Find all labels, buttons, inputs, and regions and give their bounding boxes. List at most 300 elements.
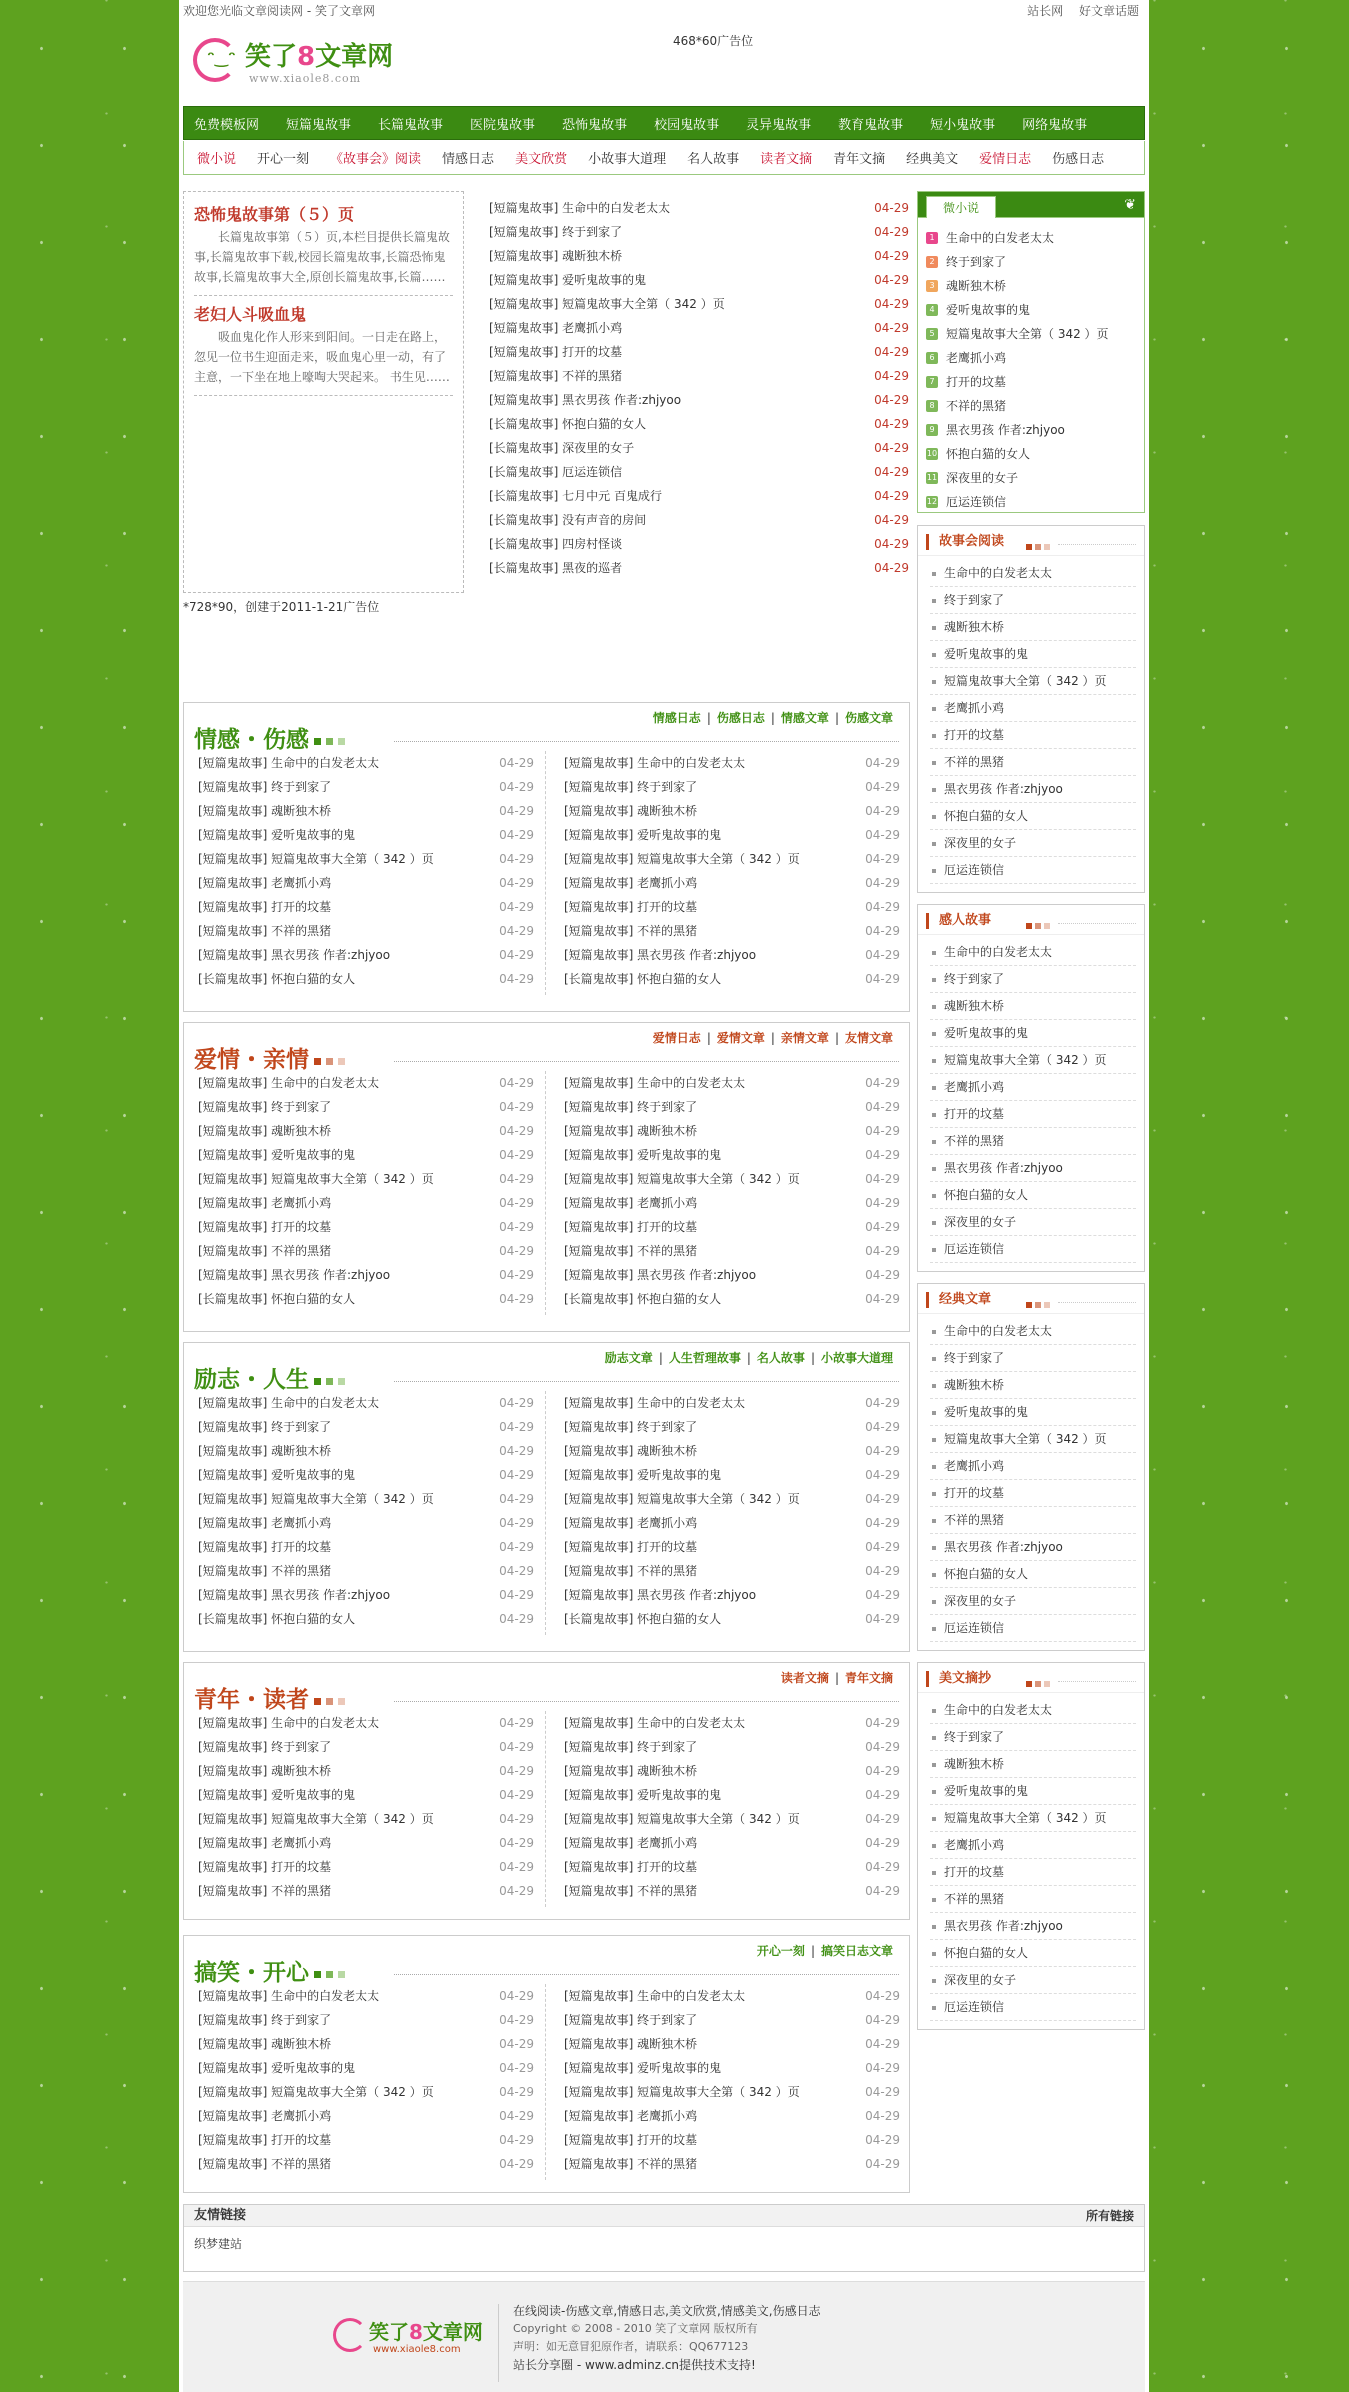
list-item-title[interactable]: [短篇鬼故事] 终于到家了 bbox=[564, 780, 698, 794]
list-item-title[interactable]: [短篇鬼故事] 终于到家了 bbox=[198, 2013, 332, 2027]
sub-nav-item[interactable]: 爱情日志 bbox=[979, 152, 1032, 167]
sidebar-item[interactable]: 终于到家了 bbox=[930, 1724, 1136, 1751]
sidebar-item[interactable]: 魂断独木桥 bbox=[930, 614, 1136, 641]
sidebar-item[interactable]: 黑衣男孩 作者:zhjyoo bbox=[930, 1534, 1136, 1561]
list-item[interactable] bbox=[564, 847, 900, 871]
list-item[interactable] bbox=[489, 292, 909, 316]
hot-item-title[interactable]: 短篇鬼故事大全第（ 342 ）页 bbox=[946, 327, 1109, 341]
sidebar-item[interactable]: 厄运连锁信 bbox=[930, 1615, 1136, 1642]
section-title-text[interactable]: 青年・读者 bbox=[194, 1686, 309, 1713]
list-item-title[interactable]: [长篇鬼故事] 怀抱白猫的女人 bbox=[564, 1292, 722, 1306]
list-item[interactable] bbox=[564, 1143, 900, 1167]
list-item[interactable] bbox=[564, 2008, 900, 2032]
list-item[interactable] bbox=[564, 967, 900, 991]
list-item-title[interactable]: [短篇鬼故事] 魂断独木桥 bbox=[564, 2037, 698, 2051]
list-item[interactable] bbox=[564, 799, 900, 823]
nav-item[interactable]: 教育鬼故事 bbox=[838, 117, 904, 133]
list-item[interactable] bbox=[198, 1239, 534, 1263]
list-item[interactable] bbox=[198, 1583, 534, 1607]
welcome-site-link[interactable]: 文章阅读网 bbox=[243, 4, 304, 18]
list-item-title[interactable]: [短篇鬼故事] 爱听鬼故事的鬼 bbox=[564, 2061, 722, 2075]
list-item[interactable] bbox=[564, 1984, 900, 2008]
sidebar-item[interactable]: 魂断独木桥 bbox=[930, 1372, 1136, 1399]
list-item-title[interactable]: [短篇鬼故事] 打开的坟墓 bbox=[564, 2133, 698, 2147]
list-item-title[interactable]: [短篇鬼故事] 打开的坟墓 bbox=[489, 345, 623, 359]
list-item-title[interactable]: [短篇鬼故事] 终于到家了 bbox=[198, 1100, 332, 1114]
sidebar-item[interactable]: 黑衣男孩 作者:zhjyoo bbox=[930, 776, 1136, 803]
sidebar-item[interactable]: 老鹰抓小鸡 bbox=[930, 1832, 1136, 1859]
list-item[interactable] bbox=[198, 2128, 534, 2152]
list-item-title[interactable]: [短篇鬼故事] 生命中的白发老太太 bbox=[198, 756, 380, 770]
list-item-title[interactable]: [短篇鬼故事] 黑衣男孩 作者:zhjyoo bbox=[489, 393, 682, 407]
tab-micro-novel[interactable]: 微小说 bbox=[926, 196, 996, 218]
sub-nav-item[interactable]: 美文欣赏 bbox=[515, 152, 568, 167]
list-item[interactable] bbox=[198, 1391, 534, 1415]
list-item-title[interactable]: [短篇鬼故事] 黑衣男孩 作者:zhjyoo bbox=[198, 948, 391, 962]
sub-nav-item[interactable]: 伤感日志 bbox=[1052, 152, 1105, 167]
list-item-title[interactable]: [短篇鬼故事] 短篇鬼故事大全第（ 342 ）页 bbox=[564, 1172, 800, 1186]
list-item[interactable] bbox=[198, 1143, 534, 1167]
site-logo[interactable] bbox=[193, 32, 413, 94]
list-item-title[interactable]: [短篇鬼故事] 不祥的黑猪 bbox=[198, 2157, 332, 2171]
list-item[interactable] bbox=[198, 1167, 534, 1191]
sidebar-item[interactable]: 短篇鬼故事大全第（ 342 ）页 bbox=[930, 668, 1136, 695]
list-item-title[interactable]: [短篇鬼故事] 生命中的白发老太太 bbox=[564, 1989, 746, 2003]
list-item-title[interactable]: [短篇鬼故事] 不祥的黑猪 bbox=[564, 1244, 698, 1258]
list-item-title[interactable]: [短篇鬼故事] 打开的坟墓 bbox=[198, 2133, 332, 2147]
list-item-title[interactable]: [短篇鬼故事] 短篇鬼故事大全第（ 342 ）页 bbox=[489, 297, 725, 311]
list-item[interactable] bbox=[198, 1759, 534, 1783]
sidebar-item[interactable]: 深夜里的女子 bbox=[930, 1588, 1136, 1615]
list-item[interactable] bbox=[198, 775, 534, 799]
hot-list-item[interactable] bbox=[926, 298, 1136, 322]
list-item[interactable] bbox=[564, 1783, 900, 1807]
list-item-title[interactable]: [短篇鬼故事] 生命中的白发老太太 bbox=[198, 1716, 380, 1730]
list-item-title[interactable]: [短篇鬼故事] 不祥的黑猪 bbox=[564, 2157, 698, 2171]
list-item[interactable] bbox=[198, 1783, 534, 1807]
list-item[interactable] bbox=[198, 1879, 534, 1903]
list-item-title[interactable]: [长篇鬼故事] 怀抱白猫的女人 bbox=[564, 1612, 722, 1626]
list-item-title[interactable]: [短篇鬼故事] 生命中的白发老太太 bbox=[489, 201, 671, 215]
list-item-title[interactable]: [短篇鬼故事] 不祥的黑猪 bbox=[198, 1564, 332, 1578]
list-item[interactable] bbox=[198, 1511, 534, 1535]
sub-nav-item[interactable]: 读者文摘 bbox=[760, 152, 813, 167]
sidebar-item[interactable]: 老鹰抓小鸡 bbox=[930, 695, 1136, 722]
list-item-title[interactable]: [短篇鬼故事] 老鹰抓小鸡 bbox=[564, 1196, 698, 1210]
nav-item[interactable]: 网络鬼故事 bbox=[1022, 117, 1088, 133]
list-item[interactable] bbox=[564, 1511, 900, 1535]
list-item-title[interactable]: [短篇鬼故事] 老鹰抓小鸡 bbox=[198, 876, 332, 890]
list-item[interactable] bbox=[489, 388, 909, 412]
list-item-title[interactable]: [短篇鬼故事] 短篇鬼故事大全第（ 342 ）页 bbox=[564, 2085, 800, 2099]
list-item-title[interactable]: [短篇鬼故事] 爱听鬼故事的鬼 bbox=[564, 1468, 722, 1482]
list-item-title[interactable]: [短篇鬼故事] 生命中的白发老太太 bbox=[564, 756, 746, 770]
list-item[interactable] bbox=[198, 1215, 534, 1239]
hot-list-item[interactable] bbox=[926, 490, 1136, 514]
list-item-title[interactable]: [短篇鬼故事] 打开的坟墓 bbox=[564, 1860, 698, 1874]
list-item[interactable] bbox=[489, 556, 909, 580]
list-item[interactable] bbox=[564, 2056, 900, 2080]
list-item[interactable] bbox=[489, 460, 909, 484]
hot-list-item[interactable] bbox=[926, 250, 1136, 274]
list-item[interactable] bbox=[198, 1415, 534, 1439]
list-item[interactable] bbox=[198, 1439, 534, 1463]
list-item[interactable] bbox=[489, 436, 909, 460]
nav-item[interactable]: 校园鬼故事 bbox=[654, 117, 720, 133]
hot-list-item[interactable] bbox=[926, 418, 1136, 442]
list-item[interactable] bbox=[198, 1855, 534, 1879]
sidebar-item[interactable]: 黑衣男孩 作者:zhjyoo bbox=[930, 1155, 1136, 1182]
hot-item-title[interactable]: 黑衣男孩 作者:zhjyoo bbox=[946, 423, 1065, 437]
list-item-title[interactable]: [短篇鬼故事] 短篇鬼故事大全第（ 342 ）页 bbox=[564, 1812, 800, 1826]
nav-item[interactable]: 灵异鬼故事 bbox=[746, 117, 812, 133]
list-item-title[interactable]: [短篇鬼故事] 爱听鬼故事的鬼 bbox=[564, 1788, 722, 1802]
list-item[interactable] bbox=[198, 2008, 534, 2032]
list-item[interactable] bbox=[198, 2080, 534, 2104]
list-item-title[interactable]: [短篇鬼故事] 爱听鬼故事的鬼 bbox=[198, 1788, 356, 1802]
section-link[interactable]: 励志文章 bbox=[604, 1351, 653, 1365]
list-item[interactable] bbox=[198, 1831, 534, 1855]
sidebar-item[interactable]: 打开的坟墓 bbox=[930, 1101, 1136, 1128]
list-item-title[interactable]: [短篇鬼故事] 生命中的白发老太太 bbox=[564, 1716, 746, 1730]
hot-item-title[interactable]: 生命中的白发老太太 bbox=[946, 231, 1055, 245]
section-link[interactable]: 伤感日志 bbox=[716, 711, 765, 725]
list-item[interactable] bbox=[489, 532, 909, 556]
list-item-title[interactable]: [短篇鬼故事] 不祥的黑猪 bbox=[564, 1884, 698, 1898]
list-item[interactable] bbox=[564, 871, 900, 895]
list-item-title[interactable]: [短篇鬼故事] 终于到家了 bbox=[198, 1420, 332, 1434]
sidebar-item[interactable]: 打开的坟墓 bbox=[930, 1480, 1136, 1507]
list-item[interactable] bbox=[489, 196, 909, 220]
list-item-title[interactable]: [短篇鬼故事] 不祥的黑猪 bbox=[564, 924, 698, 938]
featured-title-1[interactable]: 恐怖鬼故事第（５）页 bbox=[194, 205, 355, 224]
top-link-topic[interactable]: 好文章话题 bbox=[1078, 4, 1139, 18]
list-item-title[interactable]: [短篇鬼故事] 生命中的白发老太太 bbox=[564, 1076, 746, 1090]
list-item[interactable] bbox=[564, 1215, 900, 1239]
list-item-title[interactable]: [短篇鬼故事] 老鹰抓小鸡 bbox=[564, 1516, 698, 1530]
list-item-title[interactable]: [短篇鬼故事] 爱听鬼故事的鬼 bbox=[564, 1148, 722, 1162]
list-item[interactable] bbox=[198, 1607, 534, 1631]
list-item[interactable] bbox=[198, 1559, 534, 1583]
list-item-title[interactable]: [长篇鬼故事] 怀抱白猫的女人 bbox=[198, 1292, 356, 1306]
list-item-title[interactable]: [短篇鬼故事] 短篇鬼故事大全第（ 342 ）页 bbox=[198, 2085, 434, 2099]
list-item[interactable] bbox=[564, 1415, 900, 1439]
list-item-title[interactable]: [短篇鬼故事] 魂断独木桥 bbox=[564, 1764, 698, 1778]
list-item[interactable] bbox=[564, 1855, 900, 1879]
list-item-title[interactable]: [长篇鬼故事] 没有声音的房间 bbox=[489, 513, 647, 527]
sub-nav-item[interactable]: 《故事会》阅读 bbox=[330, 152, 422, 167]
list-item[interactable] bbox=[198, 823, 534, 847]
sidebar-item[interactable]: 不祥的黑猪 bbox=[930, 1507, 1136, 1534]
list-item-title[interactable]: [长篇鬼故事] 怀抱白猫的女人 bbox=[564, 972, 722, 986]
section-link[interactable]: 亲情文章 bbox=[780, 1031, 829, 1045]
sidebar-item[interactable]: 深夜里的女子 bbox=[930, 1209, 1136, 1236]
nav-item[interactable]: 医院鬼故事 bbox=[470, 117, 536, 133]
sidebar-item[interactable]: 短篇鬼故事大全第（ 342 ）页 bbox=[930, 1426, 1136, 1453]
list-item-title[interactable]: [长篇鬼故事] 怀抱白猫的女人 bbox=[198, 972, 356, 986]
list-item[interactable] bbox=[564, 1559, 900, 1583]
sidebar-item[interactable]: 终于到家了 bbox=[930, 966, 1136, 993]
sidebar-item[interactable]: 生命中的白发老太太 bbox=[930, 1697, 1136, 1724]
sub-nav-item[interactable]: 情感日志 bbox=[442, 152, 495, 167]
list-item[interactable] bbox=[198, 751, 534, 775]
sidebar-item[interactable]: 魂断独木桥 bbox=[930, 1751, 1136, 1778]
sidebar-box-title[interactable]: 美文摘抄 bbox=[926, 1671, 991, 1687]
sidebar-item[interactable]: 怀抱白猫的女人 bbox=[930, 803, 1136, 830]
sidebar-item[interactable]: 老鹰抓小鸡 bbox=[930, 1453, 1136, 1480]
sidebar-item[interactable]: 黑衣男孩 作者:zhjyoo bbox=[930, 1913, 1136, 1940]
list-item-title[interactable]: [短篇鬼故事] 生命中的白发老太太 bbox=[198, 1076, 380, 1090]
list-item-title[interactable]: [长篇鬼故事] 深夜里的女子 bbox=[489, 441, 635, 455]
list-item[interactable] bbox=[198, 943, 534, 967]
section-link[interactable]: 小故事大道理 bbox=[820, 1351, 893, 1365]
list-item[interactable] bbox=[564, 2080, 900, 2104]
section-link[interactable]: 情感日志 bbox=[652, 711, 701, 725]
list-item-title[interactable]: [短篇鬼故事] 老鹰抓小鸡 bbox=[198, 2109, 332, 2123]
list-item[interactable] bbox=[564, 2152, 900, 2176]
sidebar-item[interactable]: 不祥的黑猪 bbox=[930, 749, 1136, 776]
nav-item[interactable]: 短小鬼故事 bbox=[930, 117, 996, 133]
hot-item-title[interactable]: 爱听鬼故事的鬼 bbox=[946, 303, 1031, 317]
list-item-title[interactable]: [短篇鬼故事] 黑衣男孩 作者:zhjyoo bbox=[198, 1588, 391, 1602]
list-item-title[interactable]: [长篇鬼故事] 黑夜的巡者 bbox=[489, 561, 623, 575]
list-item-title[interactable]: [短篇鬼故事] 打开的坟墓 bbox=[564, 900, 698, 914]
list-item-title[interactable]: [短篇鬼故事] 不祥的黑猪 bbox=[198, 1244, 332, 1258]
section-title-text[interactable]: 励志・人生 bbox=[194, 1366, 309, 1393]
sub-nav-item[interactable]: 经典美文 bbox=[906, 152, 959, 167]
list-item[interactable] bbox=[564, 751, 900, 775]
list-item[interactable] bbox=[564, 1807, 900, 1831]
list-item-title[interactable]: [短篇鬼故事] 老鹰抓小鸡 bbox=[198, 1836, 332, 1850]
hot-list-item[interactable] bbox=[926, 394, 1136, 418]
nav-item[interactable]: 短篇鬼故事 bbox=[286, 117, 352, 133]
list-item-title[interactable]: [短篇鬼故事] 短篇鬼故事大全第（ 342 ）页 bbox=[564, 852, 800, 866]
list-item[interactable] bbox=[489, 220, 909, 244]
list-item-title[interactable]: [短篇鬼故事] 老鹰抓小鸡 bbox=[489, 321, 623, 335]
footer-logo[interactable] bbox=[333, 2314, 503, 2364]
section-link[interactable]: 人生哲理故事 bbox=[668, 1351, 741, 1365]
sidebar-box-title[interactable]: 故事会阅读 bbox=[926, 534, 1004, 550]
list-item[interactable] bbox=[564, 823, 900, 847]
hot-item-title[interactable]: 怀抱白猫的女人 bbox=[946, 447, 1031, 461]
list-item[interactable] bbox=[489, 340, 909, 364]
list-item[interactable] bbox=[198, 1287, 534, 1311]
section-title[interactable] bbox=[194, 1041, 345, 1074]
list-item[interactable] bbox=[198, 967, 534, 991]
list-item[interactable] bbox=[198, 1263, 534, 1287]
list-item[interactable] bbox=[564, 943, 900, 967]
list-item[interactable] bbox=[564, 1759, 900, 1783]
list-item-title[interactable]: [短篇鬼故事] 不祥的黑猪 bbox=[198, 1884, 332, 1898]
section-title-text[interactable]: 情感・伤感 bbox=[194, 726, 309, 753]
list-item[interactable] bbox=[198, 1807, 534, 1831]
list-item-title[interactable]: [短篇鬼故事] 终于到家了 bbox=[198, 780, 332, 794]
sidebar-item[interactable]: 深夜里的女子 bbox=[930, 830, 1136, 857]
list-item[interactable] bbox=[564, 1119, 900, 1143]
list-item-title[interactable]: [短篇鬼故事] 魂断独木桥 bbox=[564, 1444, 698, 1458]
sidebar-item[interactable]: 终于到家了 bbox=[930, 1345, 1136, 1372]
list-item[interactable] bbox=[198, 871, 534, 895]
list-item-title[interactable]: [短篇鬼故事] 爱听鬼故事的鬼 bbox=[198, 1468, 356, 1482]
section-title[interactable] bbox=[194, 1954, 345, 1987]
list-item-title[interactable]: [短篇鬼故事] 终于到家了 bbox=[198, 1740, 332, 1754]
list-item-title[interactable]: [短篇鬼故事] 打开的坟墓 bbox=[198, 900, 332, 914]
hot-list-item[interactable] bbox=[926, 226, 1136, 250]
sub-nav-item[interactable]: 青年文摘 bbox=[833, 152, 886, 167]
hot-item-title[interactable]: 深夜里的女子 bbox=[946, 471, 1019, 485]
section-link[interactable]: 名人故事 bbox=[756, 1351, 805, 1365]
list-item-title[interactable]: [短篇鬼故事] 老鹰抓小鸡 bbox=[198, 1196, 332, 1210]
ad-banner-top[interactable]: 468*60广告位 bbox=[673, 34, 754, 48]
section-title-text[interactable]: 搞笑・开心 bbox=[194, 1959, 309, 1986]
list-item[interactable] bbox=[489, 316, 909, 340]
list-item[interactable] bbox=[198, 1984, 534, 2008]
list-item-title[interactable]: [短篇鬼故事] 老鹰抓小鸡 bbox=[564, 1836, 698, 1850]
list-item[interactable] bbox=[198, 1711, 534, 1735]
list-item[interactable] bbox=[564, 1263, 900, 1287]
list-item[interactable] bbox=[564, 1583, 900, 1607]
footer-line-4[interactable]: 站长分享圈 - www.adminz.cn提供技术支持! bbox=[513, 2358, 756, 2372]
sidebar-item[interactable]: 老鹰抓小鸡 bbox=[930, 1074, 1136, 1101]
list-item[interactable] bbox=[198, 2104, 534, 2128]
list-item-title[interactable]: [短篇鬼故事] 爱听鬼故事的鬼 bbox=[198, 1148, 356, 1162]
list-item[interactable] bbox=[198, 847, 534, 871]
list-item[interactable] bbox=[489, 484, 909, 508]
list-item-title[interactable]: [短篇鬼故事] 短篇鬼故事大全第（ 342 ）页 bbox=[198, 852, 434, 866]
sidebar-item[interactable]: 短篇鬼故事大全第（ 342 ）页 bbox=[930, 1047, 1136, 1074]
section-link[interactable]: 爱情日志 bbox=[652, 1031, 701, 1045]
list-item-title[interactable]: [短篇鬼故事] 爱听鬼故事的鬼 bbox=[198, 828, 356, 842]
list-item-title[interactable]: [短篇鬼故事] 终于到家了 bbox=[564, 1740, 698, 1754]
list-item-title[interactable]: [短篇鬼故事] 黑衣男孩 作者:zhjyoo bbox=[564, 948, 757, 962]
hot-item-title[interactable]: 魂断独木桥 bbox=[946, 279, 1007, 293]
list-item-title[interactable]: [短篇鬼故事] 黑衣男孩 作者:zhjyoo bbox=[198, 1268, 391, 1282]
all-links-link[interactable]: 所有链接 bbox=[1085, 2209, 1134, 2223]
list-item[interactable] bbox=[198, 1119, 534, 1143]
list-item-title[interactable]: [短篇鬼故事] 不祥的黑猪 bbox=[489, 369, 623, 383]
list-item[interactable] bbox=[198, 1463, 534, 1487]
list-item-title[interactable]: [短篇鬼故事] 打开的坟墓 bbox=[198, 1220, 332, 1234]
list-item[interactable] bbox=[564, 919, 900, 943]
sidebar-item[interactable]: 不祥的黑猪 bbox=[930, 1128, 1136, 1155]
section-title[interactable] bbox=[194, 1681, 345, 1714]
section-link[interactable]: 青年文摘 bbox=[844, 1671, 893, 1685]
list-item-title[interactable]: [长篇鬼故事] 怀抱白猫的女人 bbox=[198, 1612, 356, 1626]
sidebar-item[interactable]: 生命中的白发老太太 bbox=[930, 560, 1136, 587]
sidebar-item[interactable]: 爱听鬼故事的鬼 bbox=[930, 1020, 1136, 1047]
list-item-title[interactable]: [短篇鬼故事] 生命中的白发老太太 bbox=[198, 1396, 380, 1410]
list-item-title[interactable]: [短篇鬼故事] 终于到家了 bbox=[564, 2013, 698, 2027]
section-link[interactable]: 开心一刻 bbox=[756, 1944, 805, 1958]
section-title-text[interactable]: 爱情・亲情 bbox=[194, 1046, 309, 1073]
hot-item-title[interactable]: 老鹰抓小鸡 bbox=[946, 351, 1007, 365]
list-item[interactable] bbox=[198, 2056, 534, 2080]
list-item-title[interactable]: [短篇鬼故事] 老鹰抓小鸡 bbox=[198, 1516, 332, 1530]
list-item[interactable] bbox=[564, 1391, 900, 1415]
list-item[interactable] bbox=[564, 1239, 900, 1263]
sidebar-item[interactable]: 爱听鬼故事的鬼 bbox=[930, 641, 1136, 668]
featured-title-2[interactable]: 老妇人斗吸血鬼 bbox=[194, 305, 307, 324]
section-link[interactable]: 伤感文章 bbox=[844, 711, 893, 725]
hot-item-title[interactable]: 不祥的黑猪 bbox=[946, 399, 1007, 413]
list-item-title[interactable]: [短篇鬼故事] 不祥的黑猪 bbox=[564, 1564, 698, 1578]
list-item-title[interactable]: [短篇鬼故事] 魂断独木桥 bbox=[564, 804, 698, 818]
friend-link-item[interactable]: 织梦建站 bbox=[194, 2237, 243, 2251]
list-item-title[interactable]: [短篇鬼故事] 生命中的白发老太太 bbox=[564, 1396, 746, 1410]
sidebar-item[interactable]: 魂断独木桥 bbox=[930, 993, 1136, 1020]
list-item-title[interactable]: [短篇鬼故事] 短篇鬼故事大全第（ 342 ）页 bbox=[198, 1812, 434, 1826]
sidebar-box-title[interactable]: 经典文章 bbox=[926, 1292, 991, 1308]
list-item-title[interactable]: [短篇鬼故事] 魂断独木桥 bbox=[564, 1124, 698, 1138]
list-item-title[interactable]: [长篇鬼故事] 怀抱白猫的女人 bbox=[489, 417, 647, 431]
hot-list-item[interactable] bbox=[926, 274, 1136, 298]
hot-list-item[interactable] bbox=[926, 466, 1136, 490]
list-item[interactable] bbox=[489, 268, 909, 292]
sidebar-item[interactable]: 生命中的白发老太太 bbox=[930, 1318, 1136, 1345]
list-item[interactable] bbox=[198, 1735, 534, 1759]
section-link[interactable]: 搞笑日志文章 bbox=[820, 1944, 893, 1958]
section-link[interactable]: 友情文章 bbox=[844, 1031, 893, 1045]
sidebar-item[interactable]: 爱听鬼故事的鬼 bbox=[930, 1399, 1136, 1426]
list-item[interactable] bbox=[564, 895, 900, 919]
hot-list-item[interactable] bbox=[926, 370, 1136, 394]
ad-banner-mid[interactable]: *728*90，创建于2011-1-21广告位 bbox=[183, 600, 380, 614]
sidebar-item[interactable]: 打开的坟墓 bbox=[930, 722, 1136, 749]
list-item[interactable] bbox=[564, 1711, 900, 1735]
list-item-title[interactable]: [短篇鬼故事] 短篇鬼故事大全第（ 342 ）页 bbox=[198, 1172, 434, 1186]
list-item[interactable] bbox=[564, 1831, 900, 1855]
hot-item-title[interactable]: 终于到家了 bbox=[946, 255, 1007, 269]
list-item-title[interactable]: [短篇鬼故事] 老鹰抓小鸡 bbox=[564, 876, 698, 890]
list-item[interactable] bbox=[564, 1463, 900, 1487]
sidebar-item[interactable]: 厄运连锁信 bbox=[930, 857, 1136, 884]
list-item[interactable] bbox=[564, 1287, 900, 1311]
list-item[interactable] bbox=[198, 1487, 534, 1511]
sidebar-item[interactable]: 打开的坟墓 bbox=[930, 1859, 1136, 1886]
list-item-title[interactable]: [短篇鬼故事] 魂断独木桥 bbox=[198, 1444, 332, 1458]
list-item[interactable] bbox=[564, 2032, 900, 2056]
list-item-title[interactable]: [短篇鬼故事] 终于到家了 bbox=[489, 225, 623, 239]
section-link[interactable]: 读者文摘 bbox=[780, 1671, 829, 1685]
sub-nav-item[interactable]: 开心一刻 bbox=[257, 152, 310, 167]
list-item-title[interactable]: [短篇鬼故事] 魂断独木桥 bbox=[198, 2037, 332, 2051]
section-link[interactable]: 爱情文章 bbox=[716, 1031, 765, 1045]
list-item[interactable] bbox=[489, 244, 909, 268]
sidebar-item[interactable]: 深夜里的女子 bbox=[930, 1967, 1136, 1994]
sidebar-item[interactable]: 短篇鬼故事大全第（ 342 ）页 bbox=[930, 1805, 1136, 1832]
top-link-webmaster[interactable]: 站长网 bbox=[1027, 4, 1064, 18]
hot-list-item[interactable] bbox=[926, 442, 1136, 466]
list-item[interactable] bbox=[198, 919, 534, 943]
sidebar-item[interactable]: 不祥的黑猪 bbox=[930, 1886, 1136, 1913]
list-item[interactable] bbox=[198, 1095, 534, 1119]
hot-item-title[interactable]: 打开的坟墓 bbox=[946, 375, 1007, 389]
section-link[interactable]: 情感文章 bbox=[780, 711, 829, 725]
list-item-title[interactable]: [短篇鬼故事] 魂断独木桥 bbox=[198, 1124, 332, 1138]
list-item-title[interactable]: [短篇鬼故事] 终于到家了 bbox=[564, 1100, 698, 1114]
list-item-title[interactable]: [短篇鬼故事] 打开的坟墓 bbox=[564, 1540, 698, 1554]
list-item[interactable] bbox=[198, 895, 534, 919]
list-item-title[interactable]: [短篇鬼故事] 短篇鬼故事大全第（ 342 ）页 bbox=[198, 1492, 434, 1506]
list-item[interactable] bbox=[564, 2104, 900, 2128]
list-item-title[interactable]: [长篇鬼故事] 四房村怪谈 bbox=[489, 537, 623, 551]
list-item[interactable] bbox=[489, 412, 909, 436]
sidebar-item[interactable]: 厄运连锁信 bbox=[930, 1994, 1136, 2021]
list-item-title[interactable]: [短篇鬼故事] 终于到家了 bbox=[564, 1420, 698, 1434]
list-item[interactable] bbox=[198, 2032, 534, 2056]
list-item[interactable] bbox=[564, 1167, 900, 1191]
list-item[interactable] bbox=[198, 1535, 534, 1559]
